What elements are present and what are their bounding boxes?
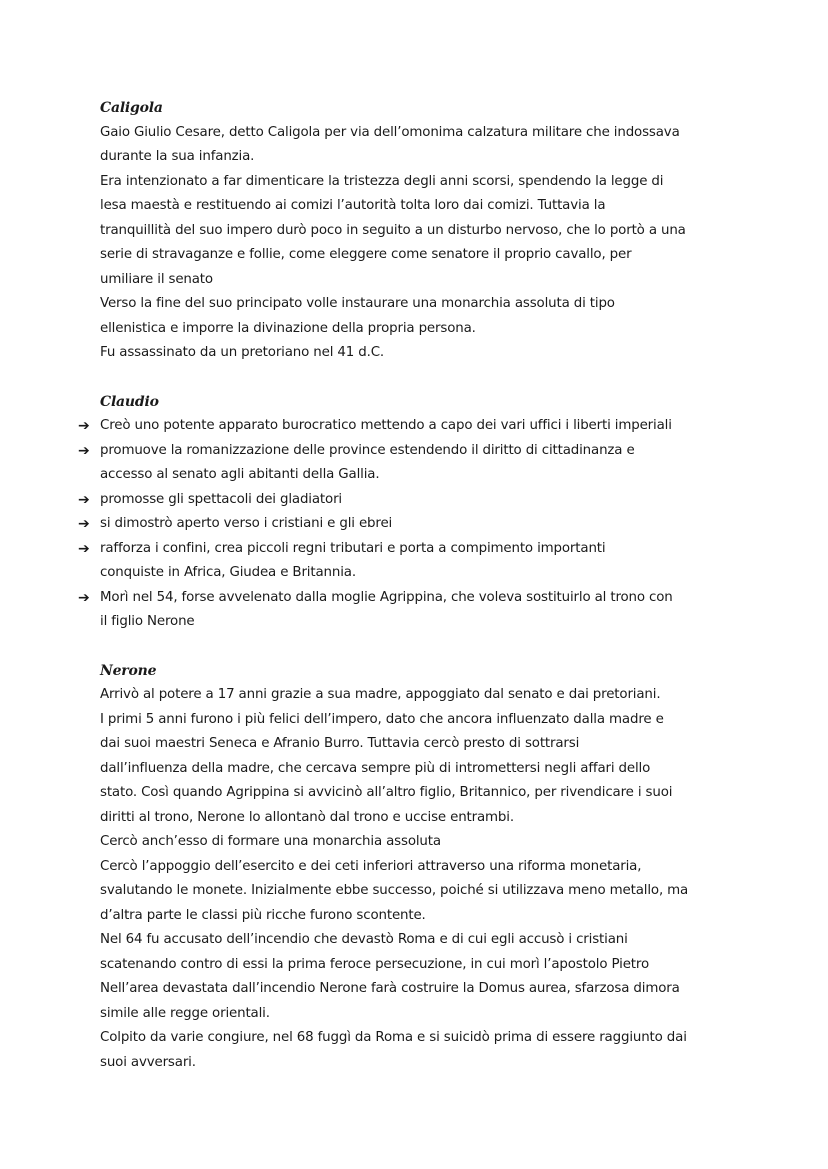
bullet-item	[78, 488, 740, 513]
paragraph-line: d’altra parte le classi più ricche furono scontente.	[100, 907, 426, 923]
arrow-right-icon: ➔	[78, 589, 90, 606]
bullet-item	[78, 512, 740, 537]
paragraph-line: tranquillità del suo impero durò poco in seguito a un disturbo nervoso, che lo portò a una	[100, 222, 686, 238]
bullet-text: Creò uno potente apparato burocratico mettendo a capo dei vari uffici i liberti imperiali	[100, 418, 672, 433]
paragraph-line: scatenando contro di essi la prima feroce persecuzione, in cui morì l’apostolo Pietro	[100, 956, 649, 972]
paragraph-line: dall’influenza della madre, che cercava sempre più di intromettersi negli affari dello	[100, 760, 651, 776]
bullet-item	[78, 439, 740, 488]
paragraph-line: Fu assassinato da un pretoriano nel 41 d.C.	[100, 345, 385, 360]
arrow-right-icon: ➔	[78, 540, 90, 557]
paragraph-line: suoi avversari.	[100, 1054, 196, 1070]
paragraph-line: Colpito da varie congiure, nel 68 fuggì da Roma e si suicidò prima di essere raggiunto dai	[100, 1030, 687, 1045]
section-spacer	[100, 366, 740, 390]
paragraph-line: diritti al trono, Nerone lo allontanò dal trono e uccise entrambi.	[100, 809, 514, 825]
section-title-caligola: Caligola	[100, 100, 163, 116]
section-caligola	[100, 96, 740, 366]
bullet-line	[78, 512, 740, 537]
paragraph-line: lesa maestà e restituendo ai comizi l’autorità tolta loro dai comizi. Tuttavia la	[100, 198, 606, 213]
paragraph-line: Arrivò al potere a 17 anni grazie a sua madre, appoggiato dal senato e dai pretoriani.	[100, 687, 661, 702]
paragraph-line: I primi 5 anni furono i più felici dell’impero, dato che ancora influenzato dalla madre e	[100, 711, 664, 727]
bullet-text: Morì nel 54, forse avvelenato dalla moglie Agrippina, che voleva sostituirlo al trono con	[100, 589, 673, 605]
paragraph-line: ellenistica e imporre la divinazione della propria persona.	[100, 320, 476, 336]
section-spacer	[100, 635, 740, 659]
bullet-line	[78, 586, 740, 611]
paragraph-line: umiliare il senato	[100, 271, 213, 287]
bullet-item	[78, 414, 740, 439]
paragraph-line: stato. Così quando Agrippina si avvicinò all’altro figlio, Britannico, per rivendicare i suoi	[100, 785, 673, 800]
bullet-text: si dimostrò aperto verso i cristiani e gli ebrei	[100, 516, 393, 531]
bullet-text: promosse gli spettacoli dei gladiatori	[100, 491, 342, 507]
bullet-text-continuation: il figlio Nerone	[100, 614, 195, 629]
bullet-text-continuation: conquiste in Africa, Giudea e Britannia.	[100, 565, 356, 580]
bullet-item	[78, 537, 740, 586]
paragraph-line: Era intenzionato a far dimenticare la tristezza degli anni scorsi, spendendo la legge di	[100, 173, 664, 189]
paragraph-line: serie di stravaganze e follie, come eleggere come senatore il proprio cavallo, per	[100, 247, 632, 262]
paragraph-line: Cercò l’appoggio dell’esercito e dei ceti inferiori attraverso una riforma monetaria,	[100, 858, 642, 874]
section-claudio	[78, 390, 740, 635]
section-title-nerone: Nerone	[100, 662, 157, 679]
arrow-right-icon: ➔	[78, 516, 90, 532]
paragraph-line: Nel 64 fu accusato dell’incendio che devastò Roma e di cui egli accusò i cristiani	[100, 932, 628, 947]
arrow-right-icon: ➔	[78, 418, 90, 434]
paragraph-line: simile alle regge orientali.	[100, 1005, 270, 1021]
paragraph-line: Verso la fine del suo principato volle instaurare una monarchia assoluta di tipo	[100, 296, 615, 311]
paragraph-line: Cercò anch’esso di formare una monarchia assoluta	[100, 834, 441, 849]
bullet-item	[78, 586, 740, 635]
paragraph-line: dai suoi maestri Seneca e Afranio Burro. Tuttavia cercò presto di sottrarsi	[100, 736, 580, 751]
paragraph-line: Nell’area devastata dall’incendio Nerone farà costruire la Domus aurea, sfarzosa dimora	[100, 981, 680, 996]
bullet-line	[78, 439, 740, 464]
paragraph-line: durante la sua infanzia.	[100, 149, 255, 164]
bullet-line	[78, 488, 740, 513]
section-nerone	[100, 659, 740, 1076]
bullet-text: rafforza i confini, crea piccoli regni tributari e porta a compimento importanti	[100, 540, 606, 556]
bullet-line	[78, 414, 740, 439]
arrow-right-icon: ➔	[78, 491, 90, 508]
paragraph-line: Gaio Giulio Cesare, detto Caligola per via dell’omonima calzatura militare che indossava	[100, 124, 680, 140]
bullet-text: promuove la romanizzazione delle province estendendo il diritto di cittadinanza e	[100, 442, 635, 458]
document-body	[78, 96, 740, 1075]
section-title-claudio: Claudio	[100, 393, 159, 410]
arrow-right-icon: ➔	[78, 442, 90, 459]
bullet-line	[78, 537, 740, 562]
bullet-text-continuation: accesso al senato agli abitanti della Gallia.	[100, 467, 380, 482]
paragraph-line: svalutando le monete. Inizialmente ebbe successo, poiché si utilizzava meno metallo, ma	[100, 883, 689, 898]
